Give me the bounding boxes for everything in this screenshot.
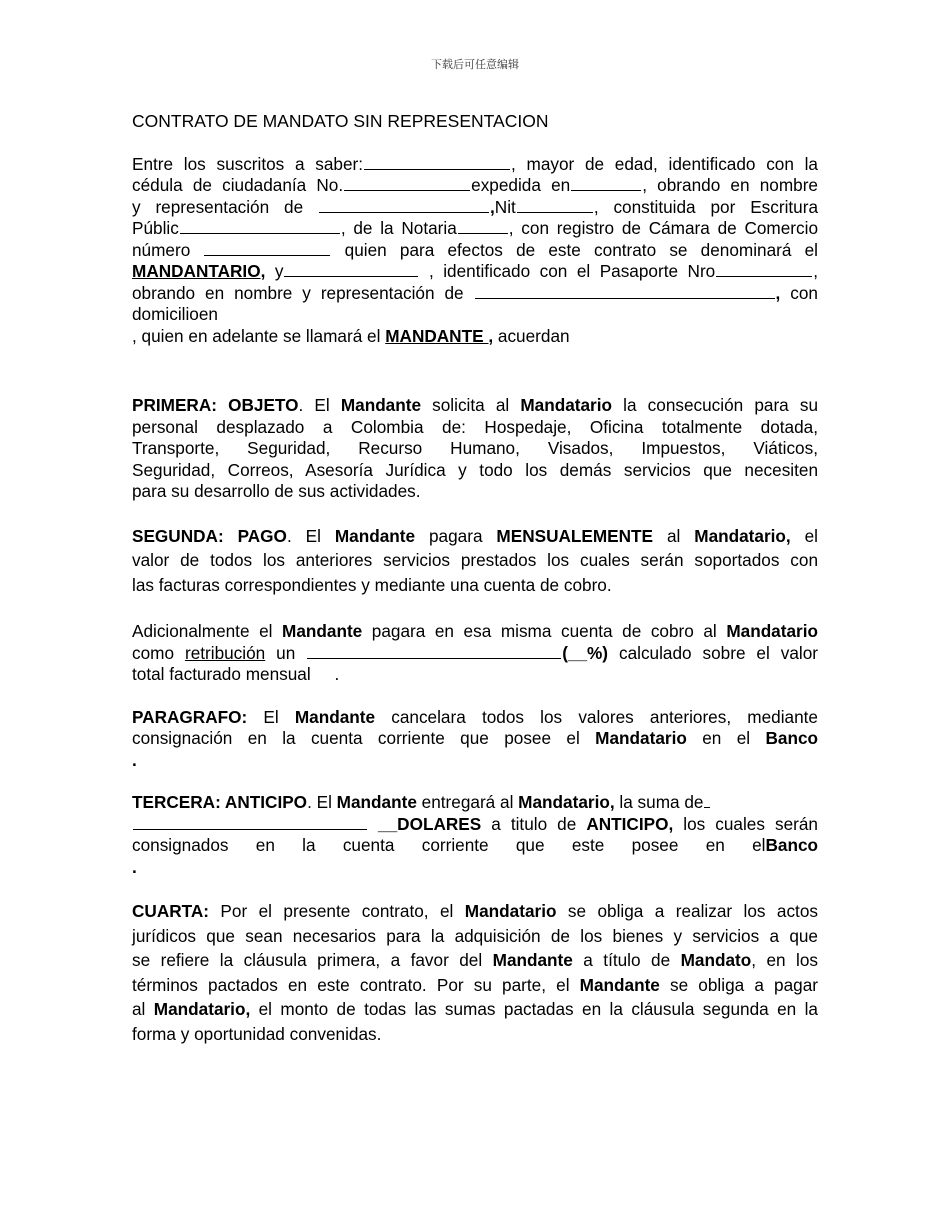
text: , quien en adelante se llamará el [132,325,386,346]
clause-heading: TERCERA: ANTICIPO [132,792,308,812]
blank-notaria[interactable] [458,218,508,234]
text: el monto de todas las sumas pactadas en la cláusula segunda en la [250,999,818,1019]
text: Mandante [282,621,363,641]
text: , obrando en nombre [642,175,818,195]
clause-heading: PRIMERA: OBJETO [132,395,299,415]
text: Públic [132,218,179,238]
text: valor de todos los anteriores servicios prestados los cuales serán soportados con [132,550,818,570]
text: las facturas correspondientes y mediante una cuenta de cobro. [132,574,612,595]
text: Mandato [680,950,752,970]
text: acuerdan [493,325,570,346]
text: términos pactados en este contrato. Por su parte, el [132,974,580,995]
blank-mandante-name[interactable] [284,261,418,277]
text: , identificado con el Pasaporte Nro [419,261,716,281]
clause-segunda [132,524,818,598]
text: obrando en nombre y representación de [132,282,474,303]
text: . El [286,525,335,546]
mandantario-label: MANDANTARIO, [132,261,266,281]
text: se refiere la cláusula primera, a favor del [132,950,493,970]
text: Mandatario [520,395,613,415]
text: Mandante [492,950,573,970]
mandante-label: MANDANTE , [385,325,494,346]
text: calculado sobre el valor [608,642,818,663]
text: Mandante [334,525,416,546]
text: se obliga a pagar [659,974,818,995]
clause-heading: PARAGRAFO: [132,706,248,727]
text: consignados en la cuenta corriente que este posee en el [132,835,766,855]
text: y [265,261,284,281]
header-note: 下载后可任意编辑 [431,58,519,71]
text: , en los [751,950,818,970]
blank-issued-in[interactable] [571,175,641,191]
text: Adicionalmente el [132,621,283,641]
text: se obliga a realizar los actos [556,901,818,921]
text: en [198,304,218,324]
text: personal desplazado a Colombia de: Hospedaje, Oficina totalmente dotada, [132,416,818,437]
text: expedida en [471,175,571,195]
text: El [247,706,295,727]
blank-passport[interactable] [716,261,812,277]
text: MENSUALEMENTE [496,525,654,546]
text: Entre los suscritos a saber: [132,153,364,174]
text: domicilio [132,304,199,324]
text: , [490,196,495,217]
text: y representación de [132,196,319,217]
document-title: CONTRATO DE MANDATO SIN REPRESENTACION [132,111,549,131]
text: Mandatario [464,901,557,921]
blank-amount[interactable] [133,814,367,830]
blank-company[interactable] [319,197,489,213]
text: Mandatario, [153,999,251,1019]
text: , constituida por Escritura [593,196,818,217]
text: Mandatario, [518,792,615,812]
text: con [780,282,818,303]
text: . El [307,792,337,812]
blank-retribution[interactable] [307,643,561,659]
text: al [132,999,154,1019]
text: Mandatario [595,728,687,748]
text: Mandante [340,395,422,415]
text: la consecución para su [612,395,819,415]
text: consignación en la cuenta corriente que posee el [132,728,596,748]
text: ANTICIPO, [586,813,674,834]
text: , con registro de Cámara de Comercio [508,218,818,238]
document-page [132,111,818,1046]
text: __DOLARES [378,813,482,834]
text: al [653,525,695,546]
blank-represented[interactable] [475,283,775,299]
text: , [775,282,781,303]
additional-paragraph [132,621,818,686]
text: , de la Notaria [340,218,457,238]
blank-amount-start[interactable] [704,792,710,808]
text: para su desarrollo de sus actividades. [132,481,421,501]
text: . [132,856,137,877]
text: Por el presente contrato, el [209,901,465,921]
text: pagara [415,525,497,546]
blank-id-number[interactable] [344,175,470,191]
text: total facturado mensual . [132,664,340,684]
text: , [813,261,819,281]
text: Nit [494,196,516,217]
text: . [132,749,137,770]
text: . El [298,395,341,415]
text: Transporte, Seguridad, Recurso Humano, Visados, Impuestos, Viáticos, [132,438,818,458]
blank-registro[interactable] [204,240,330,256]
text: entregará al [416,792,519,812]
clause-paragrafo [132,707,818,772]
text: cédula de ciudadanía No. [132,175,344,195]
clause-heading: SEGUNDA: PAGO [132,525,287,546]
clause-cuarta [132,899,818,1046]
clause-primera [132,395,818,503]
text: a título de [572,950,681,970]
intro-paragraph [132,154,818,348]
blank-nit[interactable] [517,197,593,213]
text: la suma de [614,792,704,812]
text: quien para efectos de este contrato se denominará el [331,239,818,260]
clause-tercera [132,792,818,878]
text: número [132,239,204,260]
text: solicita al [421,395,521,415]
text: los cuales serán [673,813,818,834]
text: Mandatario, [694,525,791,546]
text: Mandante [336,792,417,812]
text: Mandante [579,974,660,995]
text: forma y oportunidad convenidas. [132,1023,382,1044]
text: retribución [184,642,266,663]
text: jurídicos que sean necesarios para la adquisición de los bienes y servicios a que [132,925,818,946]
clause-heading: CUARTA: [132,901,210,921]
text: pagara en esa misma cuenta de cobro al [362,621,727,641]
text: (__%) [562,642,609,663]
text: Banco [765,728,819,748]
text: un [265,642,307,663]
text: Mandatario [726,621,818,641]
blank-name[interactable] [364,154,510,170]
text: Mandante [294,706,376,727]
blank-escritura[interactable] [180,218,340,234]
text: Banco [765,835,818,855]
text: en el [686,728,766,748]
text: , mayor de edad, identificado con la [511,153,818,174]
text: cancelara todos los valores anteriores, mediante [375,706,818,727]
text: Seguridad, Correos, Asesoría Jurídica y todo los demás servicios que necesiten [132,459,818,480]
text: el [790,525,818,546]
text: como [132,642,185,663]
text: a titulo de [481,813,587,834]
